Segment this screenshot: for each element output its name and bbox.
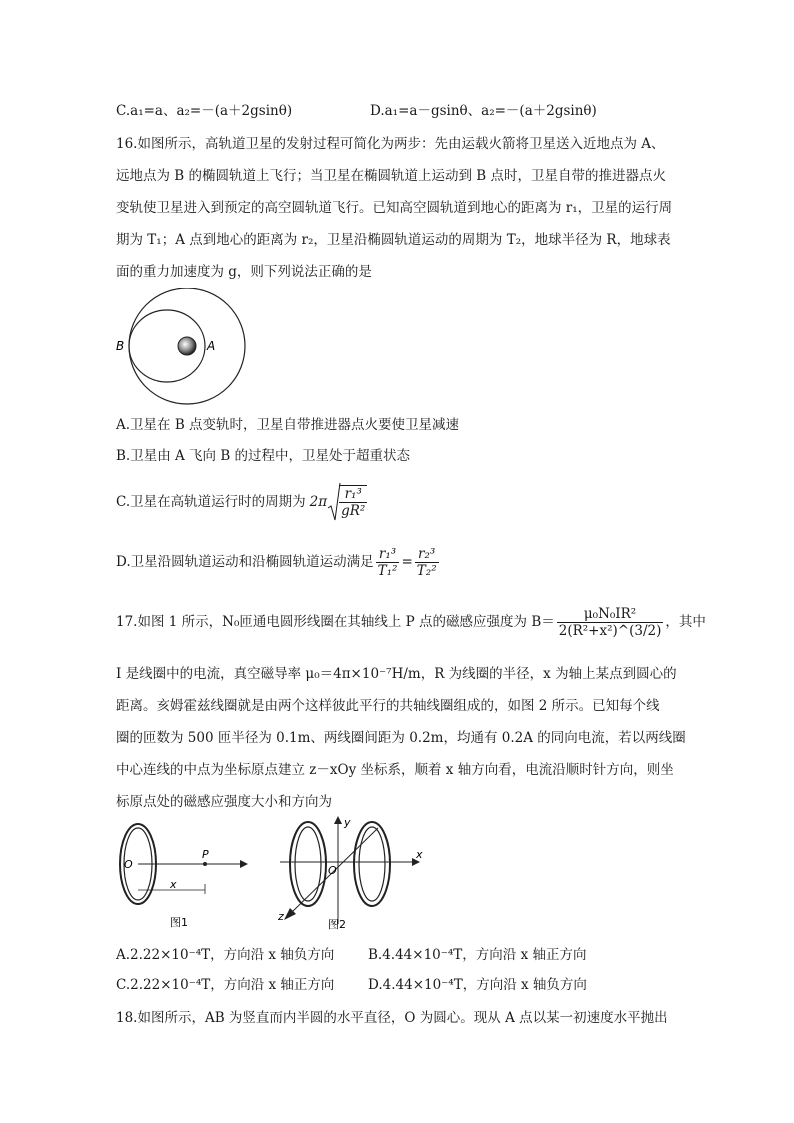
- left-coil-inner: [295, 827, 321, 901]
- q16-option-d-text: D.卫星沿圆轨道运动和沿椭圆轨道运动满足: [116, 554, 374, 570]
- q17-stem-line-3: 距离。亥姆霍兹线圈就是由两个这样彼此平行的共轴线圈组成的，如图 2 所示。已知每个线: [116, 698, 660, 714]
- label-y: y: [344, 816, 351, 829]
- label-x: x: [170, 878, 177, 891]
- q15-option-d[interactable]: D.a₁=a－gsinθ、a₂=－(a＋2gsinθ): [370, 103, 597, 119]
- point-p: [203, 862, 207, 866]
- right-coil-inner: [359, 827, 385, 901]
- y-axis-arrow: [334, 816, 342, 824]
- figure-1-caption: 图1: [170, 916, 188, 929]
- q16-stem-line-1: 16.如图所示，高轨道卫星的发射过程可简化为两步：先由运载火箭将卫星送入近地点为 A、: [116, 136, 665, 152]
- label-o: O: [124, 858, 133, 871]
- q17-figure-1: [112, 818, 252, 933]
- q16-orbit-figure: [112, 288, 262, 408]
- q17-option-a[interactable]: A.2.22×10⁻⁴T，方向沿 x 轴负方向: [116, 947, 335, 963]
- q16-option-c-fraction: $\frac{\text{r₁³}}{\text{gR²}}$: [341, 486, 366, 519]
- label-z: z: [278, 910, 284, 923]
- q15-options-row: [116, 101, 597, 121]
- q16-option-c-text: C.卫星在高轨道运行时的周期为: [116, 494, 306, 510]
- label-x: x: [416, 848, 423, 861]
- q16-stem-line-5: 面的重力加速度为 g，则下列说法正确的是: [116, 264, 372, 280]
- q16-option-d-right-fraction: $\frac{\text{r₂³}}{\text{T₂²}}$: [416, 545, 437, 579]
- q16-option-d[interactable]: [116, 540, 441, 584]
- equals-sign: =: [401, 554, 413, 570]
- q17-stem-line-2: I 是线圈中的电流，真空磁导率 μ₀＝4π×10⁻⁷H/m，R 为线圈的半径，x 为轴上某点到圆心的: [116, 666, 677, 682]
- label-b: B: [116, 339, 125, 353]
- q16-stem-line-2: 远地点为 B 的椭圆轨道上飞行；当卫星在椭圆轨道上运动到 B 点时，卫星自带的推进器点火: [116, 168, 667, 184]
- sqrt-symbol: [327, 482, 341, 522]
- q16-option-c[interactable]: [116, 480, 369, 524]
- q17-figure-2: [270, 814, 430, 934]
- q17-stem-line-5: 中心连线的中点为坐标原点建立 z－xOy 坐标系，顺着 x 轴方向看，电流沿顺时针方向，则坐: [116, 762, 674, 778]
- q17-option-b[interactable]: B.4.44×10⁻⁴T，方向沿 x 轴正方向: [368, 947, 587, 963]
- q17-stem-line-1: 17.如图 1 所示，N₀匝通电圆形线圈在其轴线上 P 点的磁感应强度为 B＝ $\frac{\text{μ₀N₀IR²}}{\text{2(R²+x²)\textasciicircum{}(3/2)}}$ ，其中: [116, 605, 706, 639]
- axis-arrow: [240, 860, 248, 868]
- q16-stem-line-3: 变轨使卫星进入到预定的高空圆轨道飞行。已知高空圆轨道到地心的距离为 r₁，卫星的运行周: [116, 200, 673, 216]
- figure-2-caption: 图2: [328, 918, 346, 931]
- label-a: A: [207, 339, 216, 353]
- q16-option-a[interactable]: A.卫星在 B 点变轨时，卫星自带推进器点火要使卫星减速: [116, 417, 460, 433]
- q16-option-d-left-fraction: $\frac{\text{r₁³}}{\text{T₁²}}$: [377, 545, 398, 579]
- label-p: P: [202, 848, 209, 861]
- q17-option-d[interactable]: D.4.44×10⁻⁴T，方向沿 x 轴负方向: [368, 977, 587, 993]
- q16-option-c-prefix: 2π: [309, 494, 328, 510]
- q16-stem-line-4: 期为 T₁；A 点到地心的距离为 r₂，卫星沿椭圆轨道运动的周期为 T₂，地球半径为 R，地球表: [116, 232, 671, 248]
- earth-icon: [178, 337, 196, 355]
- q17-stem-line-6: 标原点处的磁感应强度大小和方向为: [116, 794, 332, 810]
- q17-option-c[interactable]: C.2.22×10⁻⁴T，方向沿 x 轴正方向: [116, 977, 335, 993]
- q18-stem-line-1: 18.如图所示，AB 为竖直而内半圆的水平直径，O 为圆心。现从 A 点以某一初速度水平抛出: [116, 1010, 668, 1026]
- label-o: O: [328, 864, 337, 877]
- q15-option-c[interactable]: C.a₁=a、a₂=－(a＋2gsinθ): [116, 103, 293, 119]
- q17-options-row-1: [116, 945, 587, 965]
- q17-stem-line-4: 圈的匝数为 500 匝半径为 0.1m、两线圈间距为 0.2m，均通有 0.2A 的同向电流，若以两线圈: [116, 730, 686, 746]
- q17-options-row-2: [116, 975, 587, 995]
- q17-formula: $\frac{\text{μ₀N₀IR²}}{\text{2(R²+x²)\textasciicircum{}(3/2)}}$: [558, 605, 662, 639]
- q16-option-b[interactable]: B.卫星由 A 飞向 B 的过程中，卫星处于超重状态: [116, 448, 411, 464]
